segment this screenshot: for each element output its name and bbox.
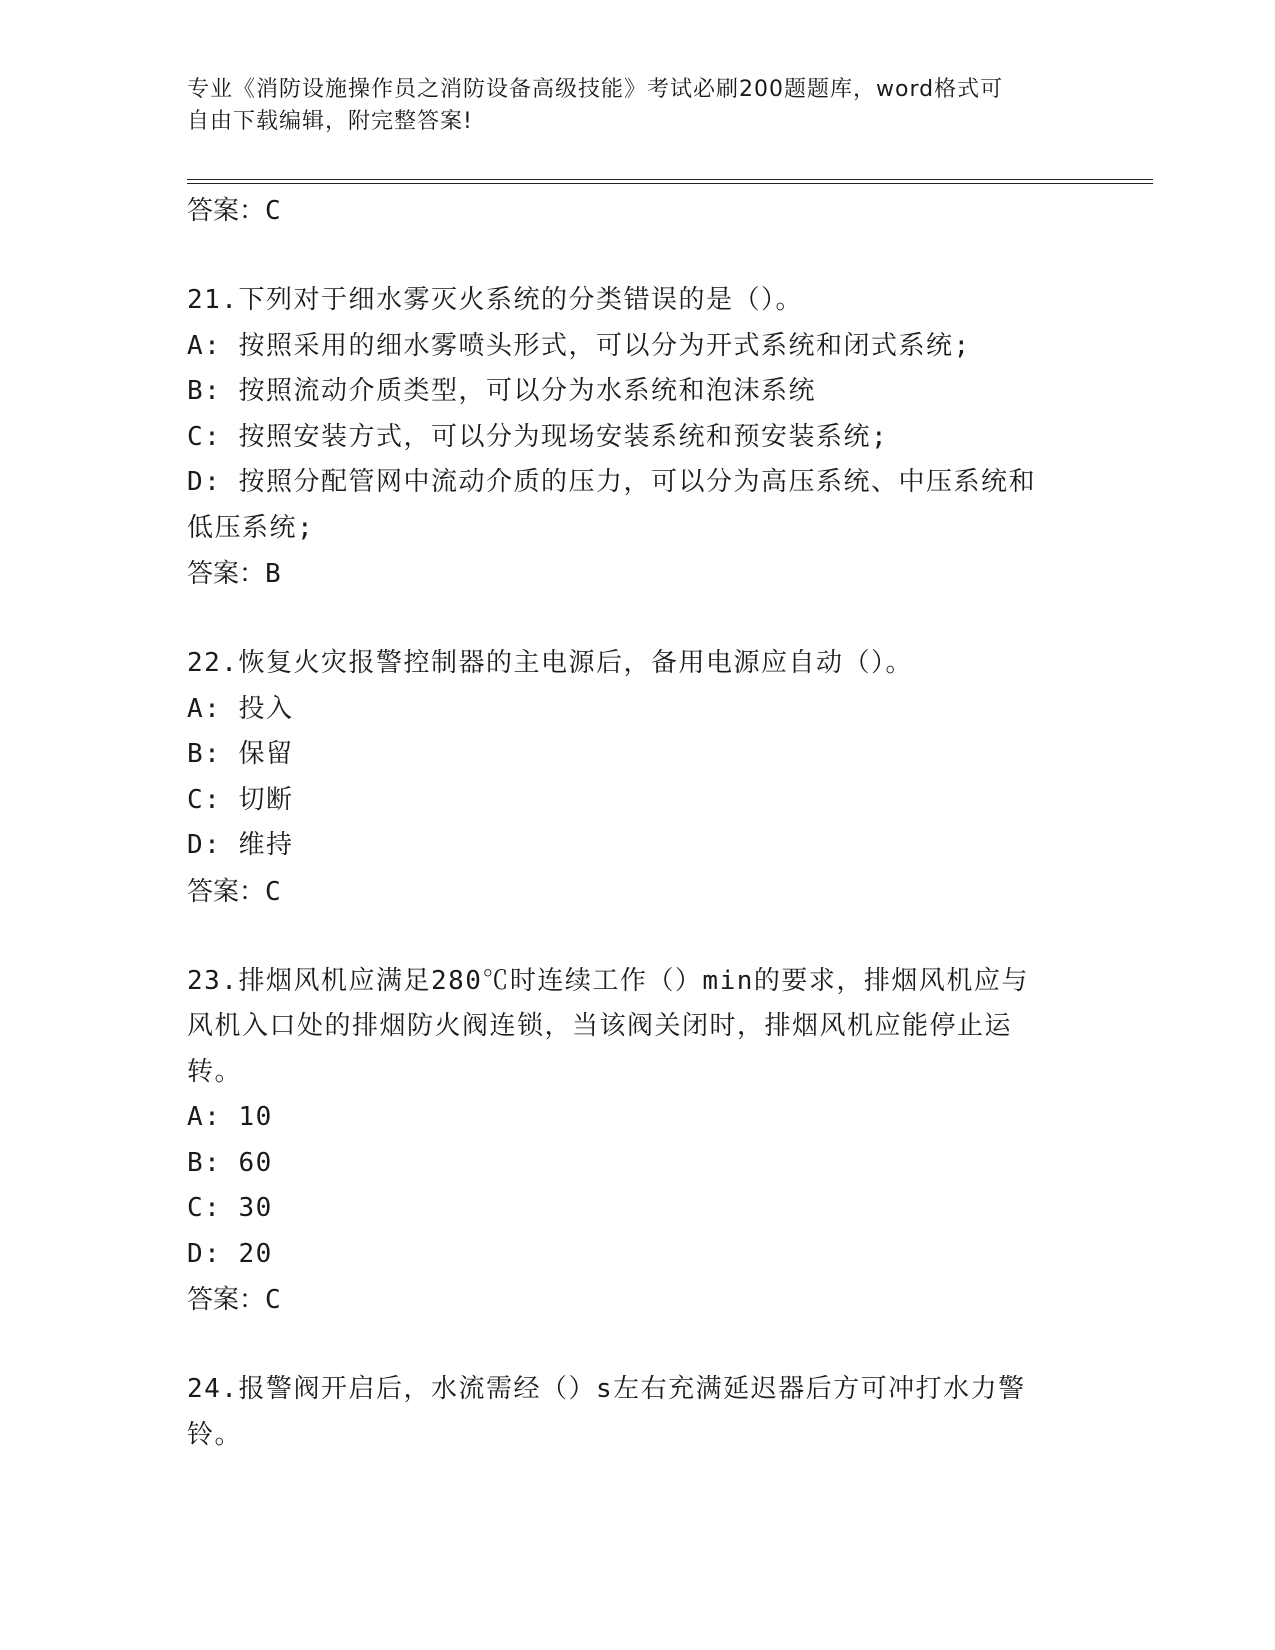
- answer-line: [187, 551, 1087, 597]
- option-c: C: 切断: [187, 784, 294, 815]
- option-a: A: 10: [187, 1102, 273, 1132]
- answer-line: [187, 1277, 1087, 1323]
- answer-label: 答案：: [187, 196, 266, 226]
- answer-line: [187, 188, 1087, 234]
- question-text-continued: 转。: [187, 1056, 243, 1087]
- answer-value: C: [265, 876, 281, 907]
- question-text: 21.下列对于细水雾灭火系统的分类错误的是（）。: [187, 285, 803, 315]
- header-divider-top: [187, 179, 1153, 180]
- option-d: D: 维持: [187, 830, 294, 860]
- question-text-continued: 铃。: [187, 1419, 243, 1450]
- option-b: B: 60: [187, 1147, 273, 1178]
- header-divider-bottom: [187, 183, 1153, 184]
- question-22: [187, 641, 1087, 915]
- answer-label: 答案：: [187, 1285, 266, 1315]
- option-a: A: 按照采用的细水雾喷头形式，可以分为开式系统和闭式系统;: [187, 330, 971, 361]
- page-header: [187, 74, 1067, 138]
- question-24: [187, 1367, 1087, 1458]
- answer-line: [187, 869, 1087, 915]
- question-text: 23.排烟风机应满足280℃时连续工作（）min的要求，排烟风机应与: [187, 965, 1029, 996]
- question-text: 22.恢复火灾报警控制器的主电源后，备用电源应自动（）。: [187, 648, 913, 678]
- question-text-continued: 风机入口处的排烟防火阀连锁，当该阀关闭时，排烟风机应能停止运: [187, 1011, 1013, 1041]
- option-d: D: 按照分配管网中流动介质的压力，可以分为高压系统、中压系统和: [187, 467, 1036, 497]
- answer-value: C: [265, 196, 281, 226]
- question-23: [187, 959, 1087, 1324]
- option-b: B: 保留: [187, 739, 294, 769]
- answer-label: 答案：: [187, 559, 266, 589]
- option-b: B: 按照流动介质类型，可以分为水系统和泡沫系统: [187, 376, 816, 406]
- question-list: [187, 188, 1087, 1458]
- answer-value: C: [265, 1285, 281, 1315]
- answer-label: 答案：: [187, 876, 266, 907]
- answer-value: B: [265, 559, 281, 589]
- option-c: C: 30: [187, 1193, 273, 1223]
- question-21: [187, 278, 1087, 597]
- option-a: A: 投入: [187, 693, 294, 724]
- option-c: C: 按照安装方式，可以分为现场安装系统和预安装系统;: [187, 421, 889, 452]
- option-d-continued: 低压系统;: [187, 512, 315, 543]
- header-line-2: 自由下载编辑，附完整答案!: [187, 109, 473, 134]
- header-line-1: 专业《消防设施操作员之消防设备高级技能》考试必刷200题题库，word格式可: [187, 77, 1004, 102]
- question-text: 24.报警阀开启后，水流需经（）s左右充满延迟器后方可冲打水力警: [187, 1374, 1026, 1404]
- option-d: D: 20: [187, 1238, 273, 1269]
